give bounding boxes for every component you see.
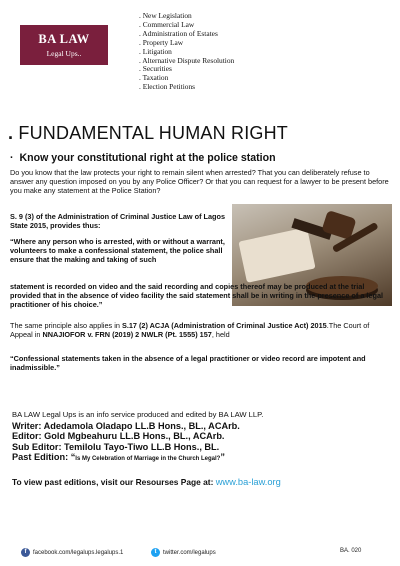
editor-line: Editor: Gold Mgbeahuru LL.B Hons., BL., ACArb. xyxy=(12,431,225,441)
service-item: . Property Law xyxy=(139,39,234,48)
facebook-icon: f xyxy=(21,548,30,557)
title-text: FUNDAMENTAL HUMAN RIGHT xyxy=(18,123,289,143)
section-heading: S. 9 (3) of the Administration of Criminal Justice Law of Lagos State 2015, provides thus: xyxy=(10,212,226,230)
service-item: . Securities xyxy=(139,65,234,74)
service-item: . Commercial Law xyxy=(139,21,234,30)
sub-editor-line: Sub Editor: Temilolu Tayo-Tiwo LL.B Hons., BL. xyxy=(12,441,220,452)
case-citation: NNAJIOFOR v. FRN (2019) 2 NWLR (Pt. 1555) 157 xyxy=(42,329,212,339)
service-item: . Election Petitions xyxy=(139,83,234,92)
writer-line: Writer: Adedamola Oladapo LL.B Hons., BL., ACArb. xyxy=(12,420,240,431)
view-past-editions xyxy=(12,477,281,487)
logo-subtitle: Legal Ups.. xyxy=(46,49,82,58)
website-link[interactable]: www.ba-law.org xyxy=(215,477,281,487)
quote-part-1: “Where any person who is arrested, with or without a warrant, volunteers to make a confessional statement, the police shall ensure that the making and taking of such xyxy=(10,237,225,264)
facebook-link[interactable]: facebook.com/legalups.legalups.1 xyxy=(33,549,124,556)
subheading xyxy=(10,152,276,164)
info-block xyxy=(12,410,392,465)
same-principle-paragraph xyxy=(10,322,392,340)
twitter-link[interactable]: twitter.com/legalups xyxy=(163,549,216,556)
services-list xyxy=(139,12,234,92)
facebook-item[interactable] xyxy=(21,548,123,557)
same-pre: The same principle also applies in xyxy=(10,321,122,330)
service-item: . Litigation xyxy=(139,48,234,57)
edition-text: BA. 020 xyxy=(340,548,362,554)
logo-brand: BA LAW xyxy=(38,32,90,46)
info-line: BA LAW Legal Ups is an info service produced and edited by BA LAW LLP. xyxy=(12,410,264,419)
intro-paragraph: Do you know that the law protects your right to remain silent when arrested? That you can deliberately refuse to answer any question imposed on you by any Police Officer? Or that you can request for a lawyer to be present before you make any statement at the Police Station? xyxy=(10,168,389,195)
ba-law-logo xyxy=(20,25,108,65)
view-text: To view past editions, visit our Resourses Page at: xyxy=(12,477,216,487)
subheading-bullet: · xyxy=(10,152,14,164)
acja-reference: S.17 (2) ACJA (Administration of Criminal Justice Act) 2015 xyxy=(121,321,327,330)
service-item: . Alternative Dispute Resolution xyxy=(139,57,234,66)
title-bullet: . xyxy=(8,123,19,143)
twitter-item[interactable] xyxy=(151,548,216,557)
same-post: , held xyxy=(211,329,230,339)
footer xyxy=(15,545,385,559)
subheading-text: Know your constitutional right at the police station xyxy=(19,152,276,164)
quote-part-2: statement is recorded on video and the said recording and copies thereof may be produced at the trial provided that in the absence of video facility the said statement shall be in writing in the presence of a legal practitioner of his choice.” xyxy=(10,282,384,309)
service-item: . Taxation xyxy=(139,74,234,83)
past-edition-label: Past Edition: “ xyxy=(12,452,76,462)
page-title xyxy=(8,123,288,144)
confession-quote: “Confessional statements taken in the absence of a legal practitioner or video record are impotent and inadmissible.” xyxy=(10,354,366,372)
edition-number xyxy=(340,548,361,554)
twitter-icon: t xyxy=(151,548,160,557)
service-item: . New Legislation xyxy=(139,12,234,21)
same-mid: .The Court of Appeal in xyxy=(10,321,370,339)
past-edition-title: Is My Celebration of Marriage in the Church Legal? xyxy=(75,456,221,462)
past-edition-line xyxy=(12,452,392,465)
service-item: . Administration of Estates xyxy=(139,30,234,39)
past-edition-close: ” xyxy=(220,452,225,462)
